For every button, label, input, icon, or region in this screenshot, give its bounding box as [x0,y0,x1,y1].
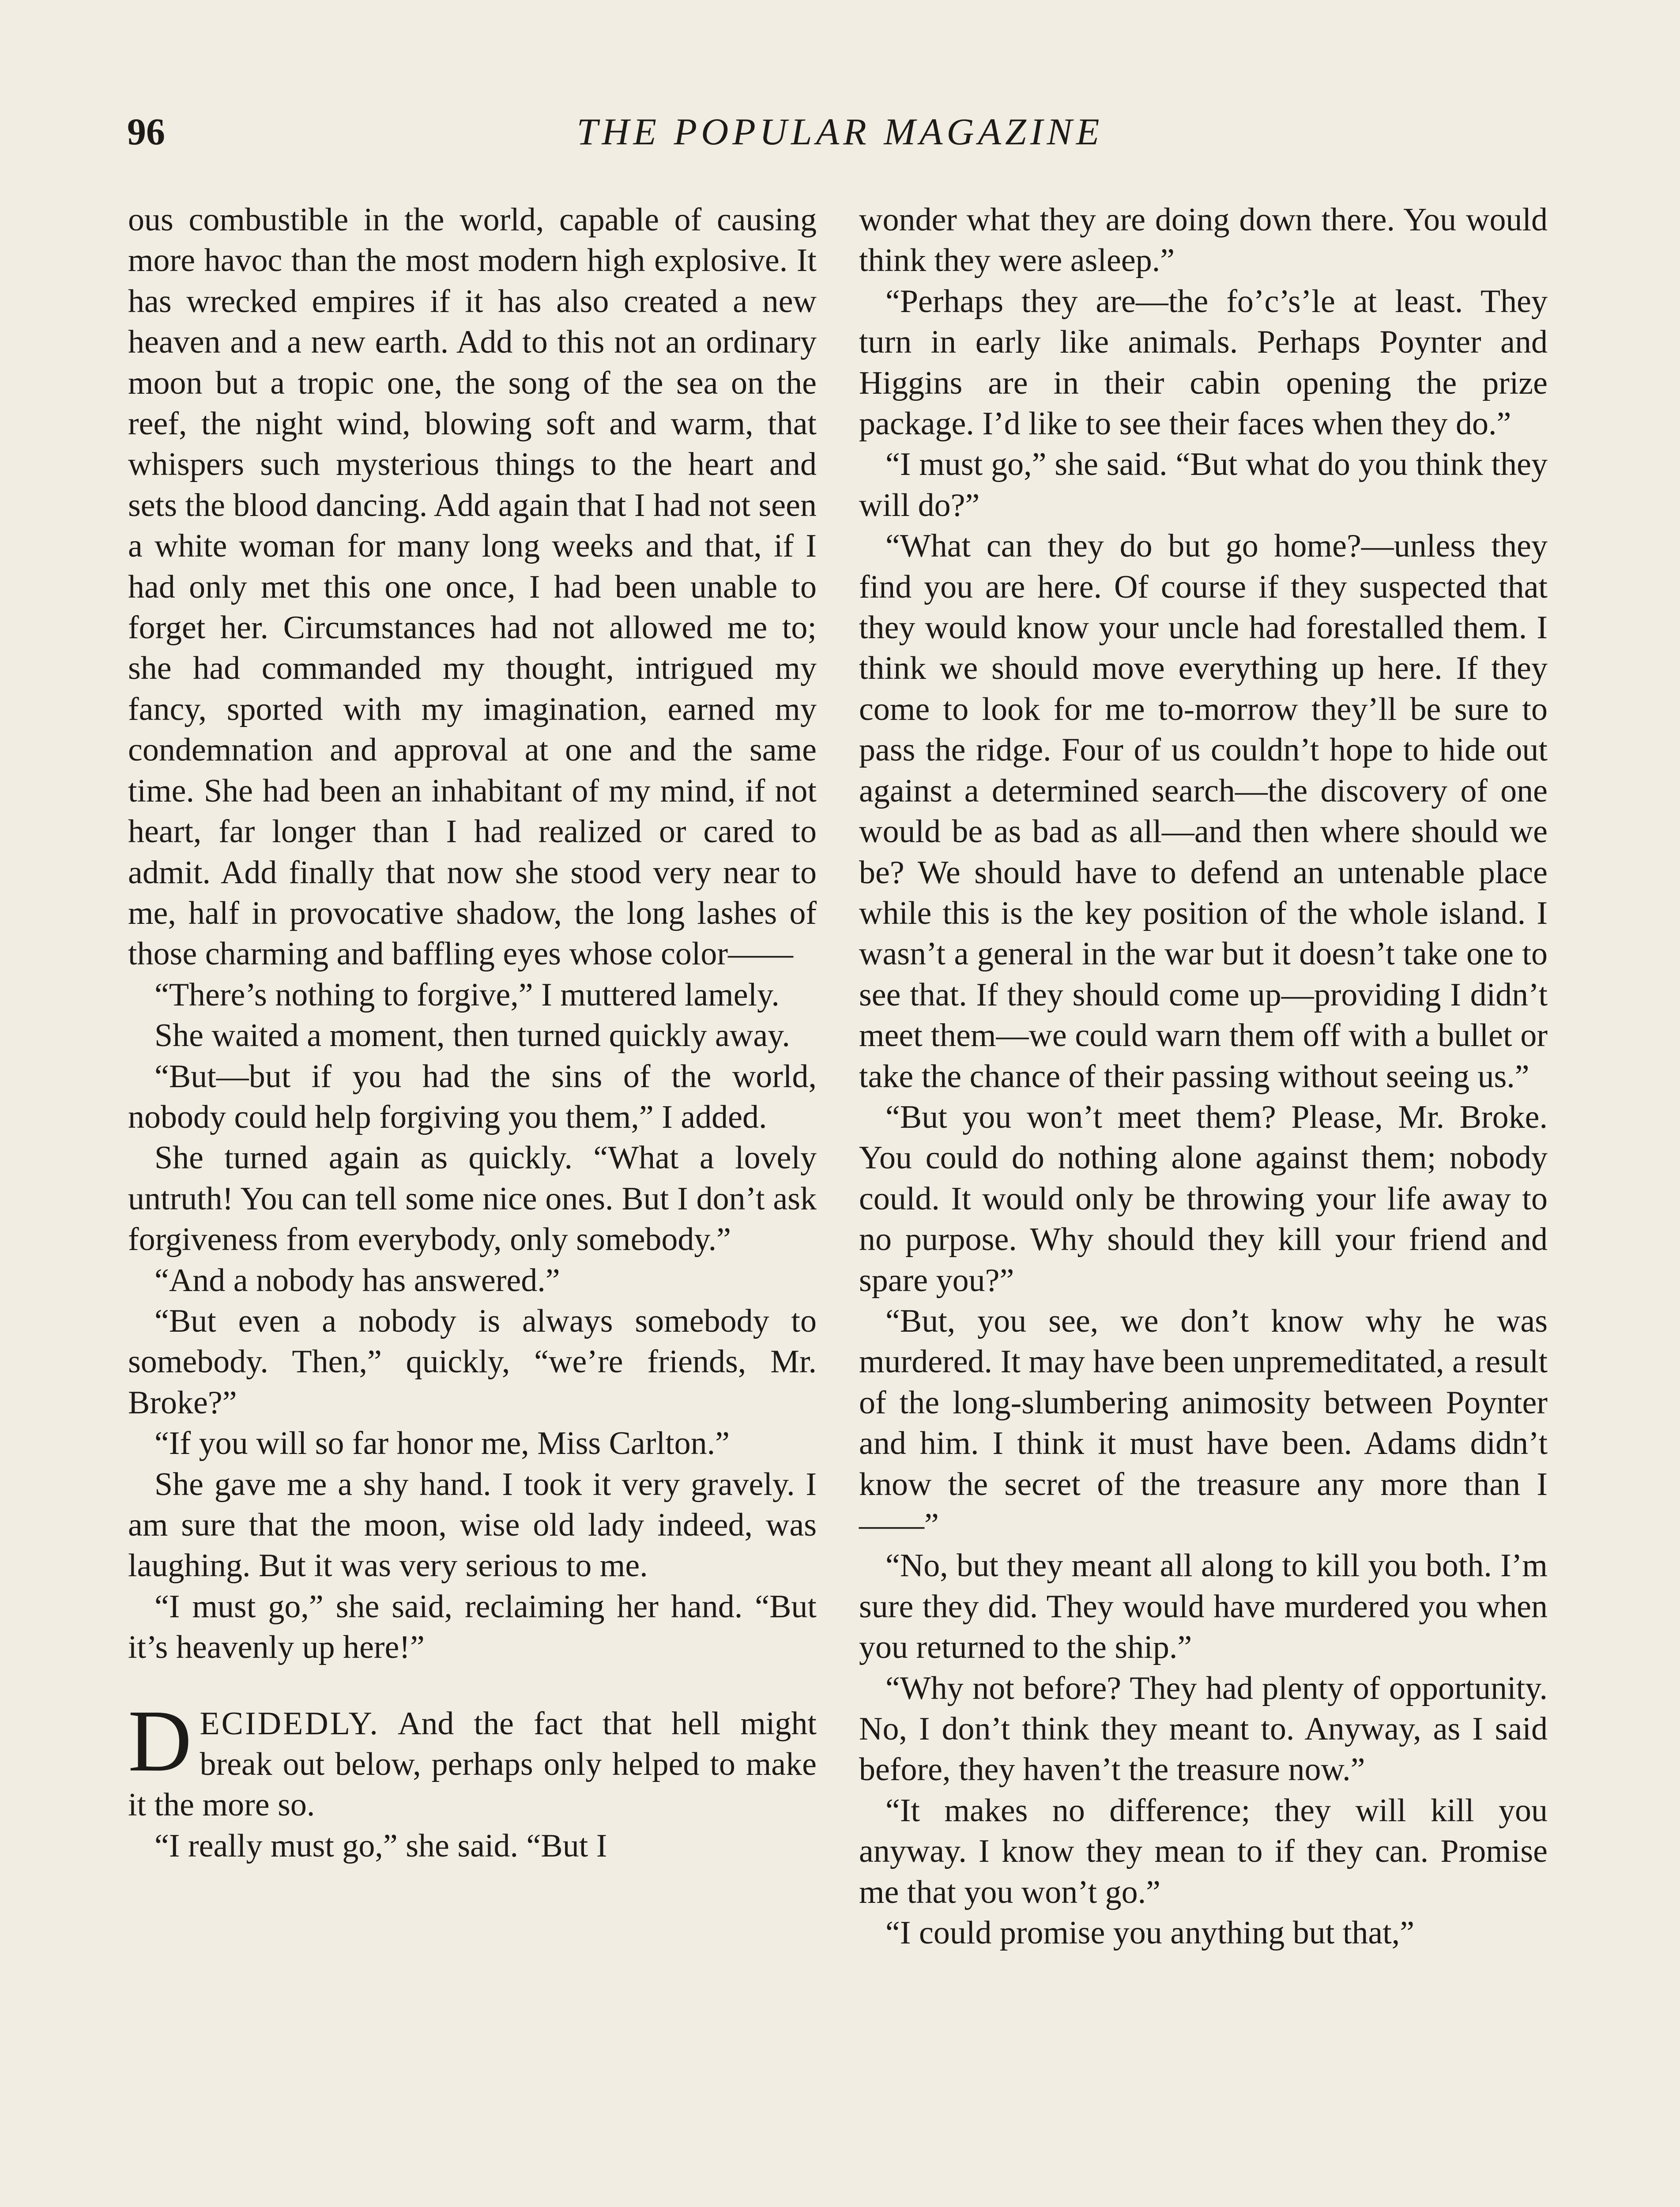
paragraph: “There’s nothing to forgive,” I muttered lamely. [154,976,780,1013]
paragraph: “But you won’t meet them? Please, Mr. Broke. You could do nothing alone against them; nobody could. It would only be throwing your life away to no purpose. Why should they kill your friend and spare you?” [859,1099,1548,1299]
running-title: THE POPULAR MAGAZINE [576,110,1104,153]
paragraph: “I must go,” she said, reclaiming her hand. “But it’s heavenly up here!” [128,1588,817,1666]
paragraph: “I could promise you anything but that,” [885,1915,1415,1951]
paragraph: She gave me a shy hand. I took it very gravely. I am sure that the moon, wise old lady indeed, was laughing. But it was very serious to me. [128,1466,817,1584]
paragraph: wonder what they are doing down there. You would think they were asleep.” [859,202,1548,279]
section-opening-paragraph [128,1692,817,1826]
paragraph: “I really must go,” she said. “But I [154,1827,607,1864]
paragraph: “And a nobody has answered.” [154,1262,560,1299]
paragraph: “No, but they meant all along to kill you both. I’m sure they did. They would have murdered you when you returned to the ship.” [859,1548,1548,1666]
paragraph: “Perhaps they are—the fo’c’s’le at least. They turn in early like animals. Perhaps Poynter and Higgins are in their cabin opening the prize package. I’d like to see their faces when they do.” [859,283,1548,442]
section-smallcaps: ECIDEDLY. [200,1705,380,1742]
section-break [128,1668,817,1703]
page-header [127,109,1553,171]
paragraph: She waited a moment, then turned quickly away. [154,1017,790,1054]
paragraph: “But even a nobody is always somebody to somebody. Then,” quickly, “we’re friends, Mr. Broke?” [128,1303,817,1421]
paragraph: ous combustible in the world, capable of causing more havoc than the most modern high explosive. It has wrecked empires if it has also created a new heaven and a new earth. Add to this not an ordinary moon but a tropic one, the song of the sea on the reef, the night wind, blowing soft and warm, that whispers such mysterious things to the heart and sets the blood dancing. Add again that I had not seen a white woman for many long weeks and that, if I had only met this one once, I had been unable to forget her. Circumstances had not allowed me to; she had commanded my thought, intrigued my fancy, sported with my imagination, earned my condemnation and approval at one and the same time. She had been an inhabitant of my mind, if not heart, far longer than I had realized or cared to admit. Add finally that now she stood very near to me, half in provocative shadow, the long lashes of those charming and baffling eyes whose color—— [128,202,817,972]
right-column [859,200,1548,1953]
paragraph: “Why not before? They had plenty of opportunity. No, I don’t think they meant to. Anyway, as I said before, they haven’t the treasure now.” [859,1670,1548,1788]
section-opening-text: And the fact that hell might break out below, perhaps only helped to make it the more so. [128,1705,817,1823]
drop-cap: D [128,1692,192,1790]
paragraph: “But, you see, we don’t know why he was murdered. It may have been unpremeditated, a result of the long-slumbering animosity between Poynter and him. I think it must have been. Adams didn’t know the secret of the treasure any more than I——” [859,1303,1548,1543]
left-column [128,200,817,1866]
paragraph: “It makes no difference; they will kill you anyway. I know they mean to if they can. Promise me that you won’t go.” [859,1792,1548,1910]
paragraph: “But—but if you had the sins of the world, nobody could help forgiving you them,” I added. [128,1058,817,1135]
paragraph: “If you will so far honor me, Miss Carlton.” [154,1425,730,1462]
paragraph: She turned again as quickly. “What a lovely untruth! You can tell some nice ones. But I don’t ask forgiveness from everybody, only somebody.” [128,1140,817,1258]
paragraph: “What can they do but go home?—unless they find you are here. Of course if they suspected that they would know your uncle had forestalled them. I think we should move everything up here. If they come to look for me to-morrow they’ll be sure to pass the ridge. Four of us couldn’t hope to hide out against a determined search—the discovery of one would be as bad as all—and then where should we be? We should have to defend an untenable place while this is the key position of the whole island. I wasn’t a general in the war but it doesn’t take one to see that. If they should come up—providing I didn’t meet them—we could warn them off with a bullet or take the chance of their passing without seeing us.” [859,528,1548,1095]
paragraph: “I must go,” she said. “But what do you think they will do?” [859,446,1548,524]
page-number: 96 [127,110,165,153]
